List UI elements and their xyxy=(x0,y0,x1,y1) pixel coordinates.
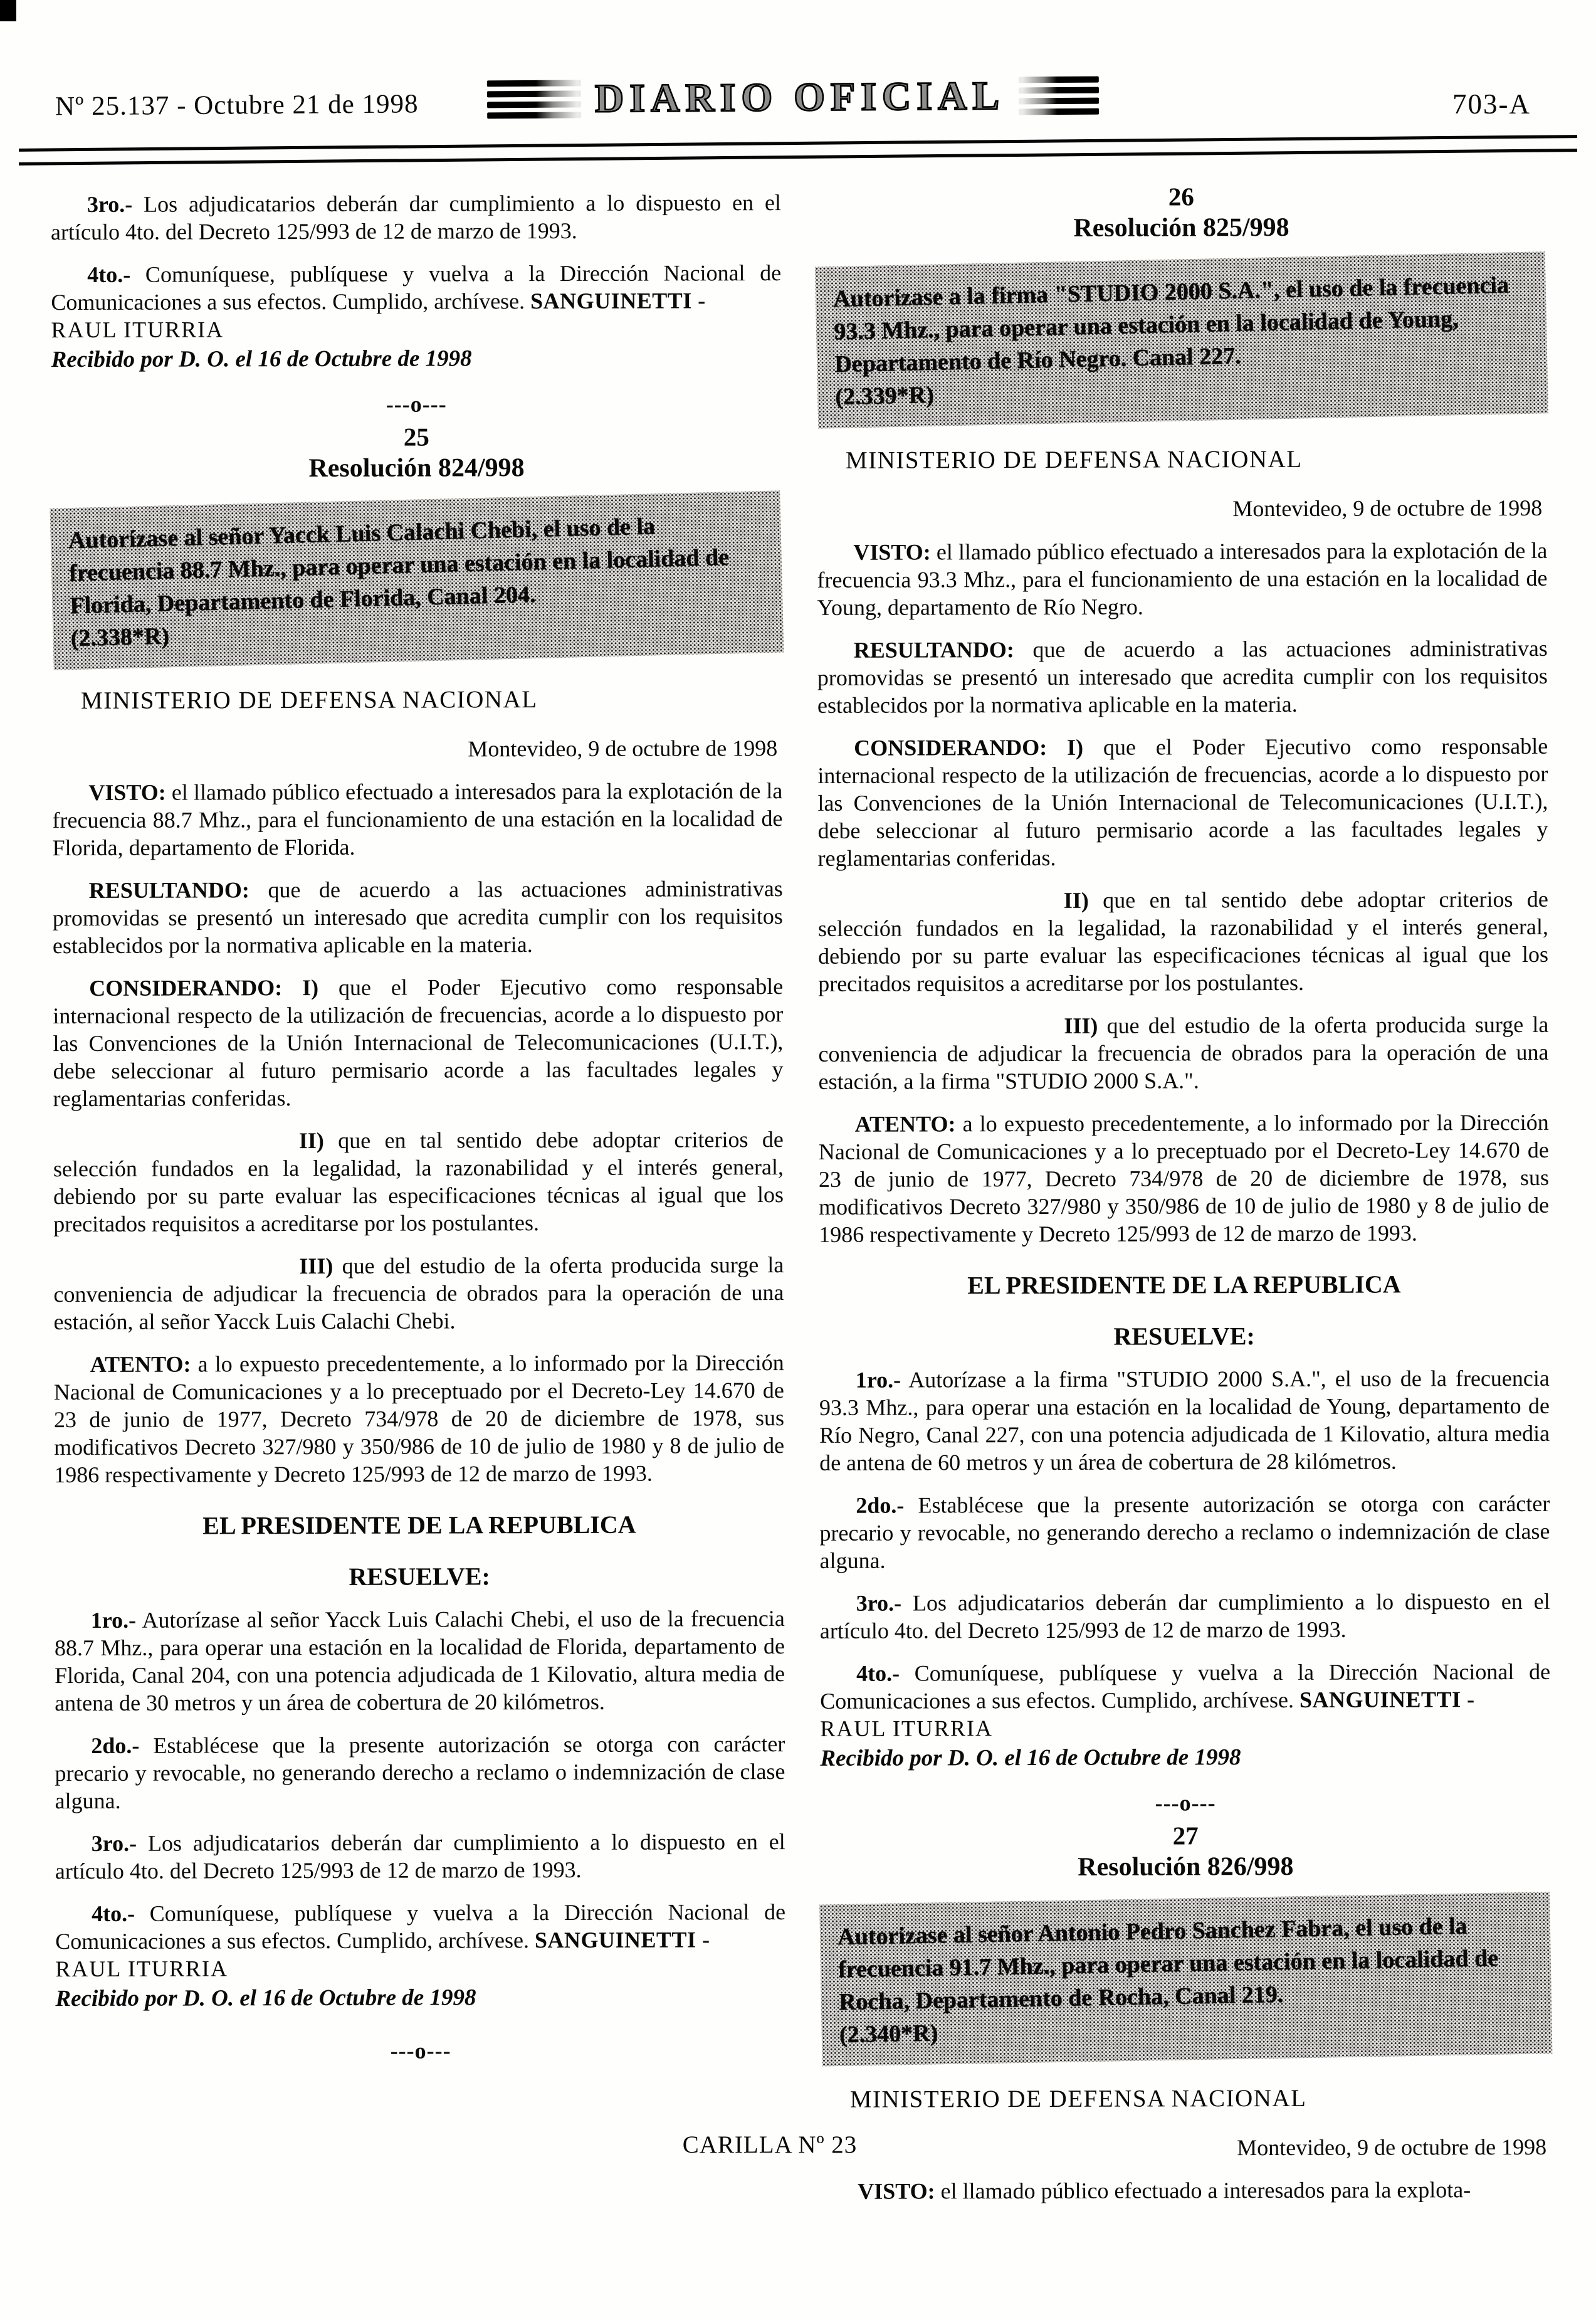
abstract-ref: (2.339*R) xyxy=(834,381,934,410)
clause-text: que de acuerdo a las actuaciones administrativas promovidas se presentó un interesado que acredita cumplir con los requisitos establecidos por la normativa aplicable en la materia. xyxy=(52,876,783,959)
resolution-title: Resolución 825/998 xyxy=(1073,213,1289,243)
dateline: Montevideo, 9 de octubre de 1998 xyxy=(468,736,778,762)
issue-number: Nº 25.137 - Octubre 21 de 1998 xyxy=(55,89,419,122)
resolution-title: Resolución 824/998 xyxy=(308,453,525,483)
resolve-3ro-paragraph xyxy=(820,1588,1550,1645)
clause-lead: 3ro.- xyxy=(87,191,133,217)
received-line: Recibido por D. O. el 16 de Octubre de 1998 xyxy=(51,345,472,373)
page-footer xyxy=(0,2131,1568,2159)
section-number: 25 xyxy=(403,422,429,451)
clause-lead: II) xyxy=(1063,887,1089,913)
clause-text: Comuníquese, publíquese y vuelva a la Dirección Nacional de Comunicaciones a sus efectos. Cumplido, archívese. xyxy=(820,1658,1551,1714)
clause-text: Comuníquese, publíquese y vuelva a la Dirección Nacional de Comunicaciones a sus efectos. Cumplido, archívese. xyxy=(51,260,782,315)
considerando-2-paragraph xyxy=(818,885,1548,998)
clause-text: que el Poder Ejecutivo como responsable internacional respecto de la utilización de frecuencias, acorde a lo dispuesto por las Convenciones de la Unión Internacional de Telecomunicaciones (U.I.T.), debe seleccionar al futuro permisario acorde a las facultades legales y reglamentarias conferidas. xyxy=(817,733,1548,871)
abstract-text: Autorizase a la firma "STUDIO 2000 S.A.", el uso de la frecuencia 93.3 Mhz., para operar una estación en la localidad de Young, Departamento de Río Negro. Canal 227. xyxy=(832,272,1509,377)
signer-name: RAUL ITURRIA xyxy=(820,1716,993,1741)
clause-text: Autorízase al señor Yacck Luis Calachi Chebi, el uso de la frecuencia 88.7 Mhz., para operar una estación en la localidad de Florida, departamento de Florida, Canal 204, con una potencia adjudicada de 1 Kilovatio, altura media de antena de 30 metros y un área de cobertura de 20 kilómetros. xyxy=(54,1606,785,1716)
clause-lead: VISTO: xyxy=(858,2178,935,2204)
clause-lead: RESULTANDO: xyxy=(853,637,1014,663)
clause-text: que en tal sentido debe adoptar criterios de selección fundados en la legalidad, la razonabilidad y el interés general, debiendo por su parte evaluar las especificaciones técnicas al igual que los precitados requisitos a acreditarse por los postulantes. xyxy=(53,1127,784,1237)
resolves-heading: RESUELVE: xyxy=(349,1562,490,1591)
clause-text: que del estudio de la oferta producida surge la conveniencia de adjudicar la frecuencia de obrados para la operación de una estación, al señor Yacck Luis Calachi Chebi. xyxy=(53,1252,784,1335)
ministry-heading: MINISTERIO DE DEFENSA NACIONAL xyxy=(80,686,538,714)
received-line: Recibido por D. O. el 16 de Octubre de 1998 xyxy=(820,1744,1241,1771)
resolution-824-abstract-box xyxy=(50,490,784,670)
abstract-ref: (2.338*R) xyxy=(70,623,170,652)
clause-lead: 3ro.- xyxy=(856,1590,902,1616)
signature-name: SANGUINETTI - xyxy=(534,1927,710,1953)
masthead-hatch-left-icon xyxy=(487,80,581,119)
section-divider: ---o--- xyxy=(386,391,447,417)
received-line: Recibido por D. O. el 16 de Octubre de 1998 xyxy=(55,1985,476,2012)
resolve-4to-paragraph xyxy=(55,1898,785,1983)
resolve-4to-paragraph xyxy=(820,1658,1550,1743)
ministry-heading: MINISTERIO DE DEFENSA NACIONAL xyxy=(849,2084,1307,2113)
clause-3ro-prev xyxy=(51,189,781,246)
abstract-text: Autorízase al señor Yacck Luis Calachi Chebi, el uso de la frecuencia 88.7 Mhz., para operar una estación en la localidad de Florida, Departamento de Florida, Canal 204. xyxy=(68,513,730,620)
considerando-1-paragraph xyxy=(817,732,1548,872)
clause-lead: 2do.- xyxy=(856,1492,905,1518)
resultando-paragraph xyxy=(817,635,1548,719)
clause-text: el llamado público efectuado a interesados para la explotación de la frecuencia 93.3 Mhz., para el funcionamiento de una estación en la localidad de Young, departamento de Río Negro. xyxy=(817,537,1548,620)
clause-lead: ATENTO: xyxy=(854,1111,956,1137)
resolution-826-heading xyxy=(821,1788,1551,1882)
visto-partial-paragraph xyxy=(821,2176,1551,2205)
signer-name: RAUL ITURRIA xyxy=(51,317,224,343)
clause-lead: 1ro.- xyxy=(855,1367,901,1393)
clause-lead: 2do.- xyxy=(91,1732,140,1758)
clause-lead: III) xyxy=(299,1253,333,1279)
scan-corner-artifact xyxy=(0,0,16,21)
clause-lead: CONSIDERANDO: I) xyxy=(854,734,1084,761)
resolution-title: Resolución 826/998 xyxy=(1078,1852,1294,1882)
resolve-1ro-paragraph xyxy=(819,1364,1550,1477)
dateline: Montevideo, 9 de octubre de 1998 xyxy=(1232,495,1543,522)
clause-text: Establécese que la presente autorización se otorga con carácter precario y revocable, no generando derecho a reclamo o indemnización de clase alguna. xyxy=(55,1731,785,1814)
considerando-2-paragraph xyxy=(53,1126,784,1238)
clause-lead: 4to.- xyxy=(87,261,131,287)
clause-lead: 1ro.- xyxy=(90,1607,137,1633)
resolution-824-heading xyxy=(51,389,782,483)
clause-text: a lo expuesto precedentemente, a lo informado por la Dirección Nacional de Comunicaciones y a lo preceptuado por el Decreto-Ley 14.670 de 23 de junio de 1977, Decreto 734/978 de 20 de diciembre de 1978, sus modificativos Decreto 327/980 y 350/986 de 10 de julio de 1980 y 8 de julio de 1986 respectivamente y Decreto 125/993 de 12 de marzo de 1993. xyxy=(818,1109,1550,1247)
clause-lead: VISTO: xyxy=(853,539,931,565)
resolves-heading: RESUELVE: xyxy=(1113,1322,1255,1351)
clause-text: a lo expuesto precedentemente, a lo informado por la Dirección Nacional de Comunicaciones y a lo preceptuado por el Decreto-Ley 14.670 de 23 de junio de 1977, Decreto 734/978 de 20 de diciembre de 1978, sus modificativos Decreto 327/980 y 350/986 de 10 de julio de 1980 y 8 de julio de 1986 respectivamente y Decreto 125/993 de 12 de marzo de 1993. xyxy=(53,1350,785,1488)
clause-lead: 4to.- xyxy=(856,1660,900,1686)
page-header xyxy=(0,0,1596,120)
considerando-3-paragraph xyxy=(53,1251,784,1336)
visto-paragraph xyxy=(52,777,782,862)
clause-lead: III) xyxy=(1064,1013,1098,1038)
carilla-label: CARILLA Nº 23 xyxy=(682,2131,858,2158)
clause-lead: 3ro.- xyxy=(91,1830,137,1856)
resolve-3ro-paragraph xyxy=(55,1828,785,1885)
clause-lead: 4to.- xyxy=(91,1901,135,1926)
masthead-hatch-right-icon xyxy=(1019,76,1099,115)
clause-text: Los adjudicatarios deberán dar cumplimiento a lo dispuesto en el artículo 4to. del Decreto 125/993 de 12 de marzo de 1993. xyxy=(55,1829,785,1884)
right-column xyxy=(816,182,1551,2205)
resolution-826-abstract-box xyxy=(819,1892,1552,2066)
atento-paragraph xyxy=(819,1109,1550,1248)
clause-text: Autorízase a la firma "STUDIO 2000 S.A.", el uso de la frecuencia 93.3 Mhz., para operar una estación en la localidad de Young, departamento de Río Negro, Canal 227, con una potencia adjudicada de 1 Kilovatio, altura media de antena de 60 metros y un área de cobertura de 28 kilómetros. xyxy=(819,1365,1550,1475)
left-column xyxy=(51,184,786,2207)
clause-text: Los adjudicatarios deberán dar cumplimiento a lo dispuesto en el artículo 4to. del Decreto 125/993 de 12 de marzo de 1993. xyxy=(819,1588,1550,1643)
resolve-1ro-paragraph xyxy=(55,1605,785,1717)
ministry-heading: MINISTERIO DE DEFENSA NACIONAL xyxy=(845,445,1303,474)
resultando-paragraph xyxy=(53,875,783,959)
atento-paragraph xyxy=(54,1349,785,1489)
section-number: 26 xyxy=(1168,182,1194,211)
clause-text: Los adjudicatarios deberán dar cumplimiento a lo dispuesto en el artículo 4to. del Decreto 125/993 de 12 de marzo de 1993. xyxy=(50,190,781,245)
masthead xyxy=(487,72,1100,123)
abstract-ref: (2.340*R) xyxy=(839,2020,938,2048)
clause-text: el llamado público efectuado a interesados para la explota- xyxy=(940,2177,1471,2204)
header-rule-top xyxy=(19,135,1577,152)
clause-text: que del estudio de la oferta producida surge la conveniencia de adjudicar la frecuencia de obrados para la operación de una estación, a la firma "STUDIO 2000 S.A.". xyxy=(818,1011,1549,1094)
considerando-3-paragraph xyxy=(818,1011,1548,1095)
signature-name: SANGUINETTI - xyxy=(530,288,706,314)
president-heading: EL PRESIDENTE DE LA REPUBLICA xyxy=(202,1510,636,1540)
dateline: Montevideo, 9 de octubre de 1998 xyxy=(1237,2134,1547,2161)
president-heading: EL PRESIDENTE DE LA REPUBLICA xyxy=(967,1270,1401,1300)
section-divider: ---o--- xyxy=(390,2038,451,2064)
clause-text: el llamado público efectuado a interesados para la explotación de la frecuencia 88.7 Mhz., para el funcionamiento de una estación en la localidad de Florida, departamento de Florida. xyxy=(52,778,783,861)
resolve-2do-paragraph xyxy=(55,1730,785,1815)
visto-paragraph xyxy=(817,537,1547,621)
considerando-1-paragraph xyxy=(53,973,784,1112)
clause-lead: CONSIDERANDO: I) xyxy=(89,975,319,1001)
section-number: 27 xyxy=(1172,1821,1199,1850)
resolve-2do-paragraph xyxy=(819,1490,1550,1574)
resolution-825-heading xyxy=(816,182,1546,243)
page-code: 703-A xyxy=(1452,88,1531,120)
abstract-text: Autorizase al señor Antonio Pedro Sanchez Fabra, el uso de la frecuencia 91.7 Mhz., para operar una estación en la localidad de Rocha, Departamento de Rocha, Canal 219. xyxy=(837,1912,1499,2016)
clause-text: que el Poder Ejecutivo como responsable internacional respecto de la utilización de frecuencias, acorde a lo dispuesto por las Convenciones de la Unión Internacional de Telecomunicaciones (U.I.T.), debe seleccionar al futuro permisario acorde a las facultades legales y reglamentarias conferidas. xyxy=(53,974,784,1112)
section-divider: ---o--- xyxy=(1155,1790,1216,1816)
clause-text: Establécese que la presente autorización se otorga con carácter precario y revocable, no generando derecho a reclamo o indemnización de clase alguna. xyxy=(819,1490,1550,1573)
masthead-title: DIARIO OFICIAL xyxy=(594,73,1005,121)
clause-lead: II) xyxy=(298,1127,324,1154)
clause-lead: RESULTANDO: xyxy=(88,877,249,903)
clause-text: que de acuerdo a las actuaciones administrativas promovidas se presentó un interesado que acredita cumplir con los requisitos establecidos por la normativa aplicable en la materia. xyxy=(817,635,1548,718)
signer-name: RAUL ITURRIA xyxy=(55,1956,228,1982)
clause-lead: ATENTO: xyxy=(90,1351,191,1377)
clause-text: que en tal sentido debe adoptar criterios de selección fundados en la legalidad, la razonabilidad y el interés general, debiendo por su parte evaluar las especificaciones técnicas al igual que los precitados requisitos a acreditarse por los postulantes. xyxy=(817,886,1549,996)
clause-4to-prev xyxy=(51,259,781,344)
two-column-body xyxy=(0,157,1596,2208)
resolution-825-abstract-box xyxy=(815,251,1548,428)
header-rules xyxy=(19,142,1577,159)
clause-lead: VISTO: xyxy=(88,779,166,805)
signature-name: SANGUINETTI - xyxy=(1299,1687,1475,1712)
clause-text: Comuníquese, publíquese y vuelva a la Dirección Nacional de Comunicaciones a sus efectos. Cumplido, archívese. xyxy=(55,1899,786,1954)
